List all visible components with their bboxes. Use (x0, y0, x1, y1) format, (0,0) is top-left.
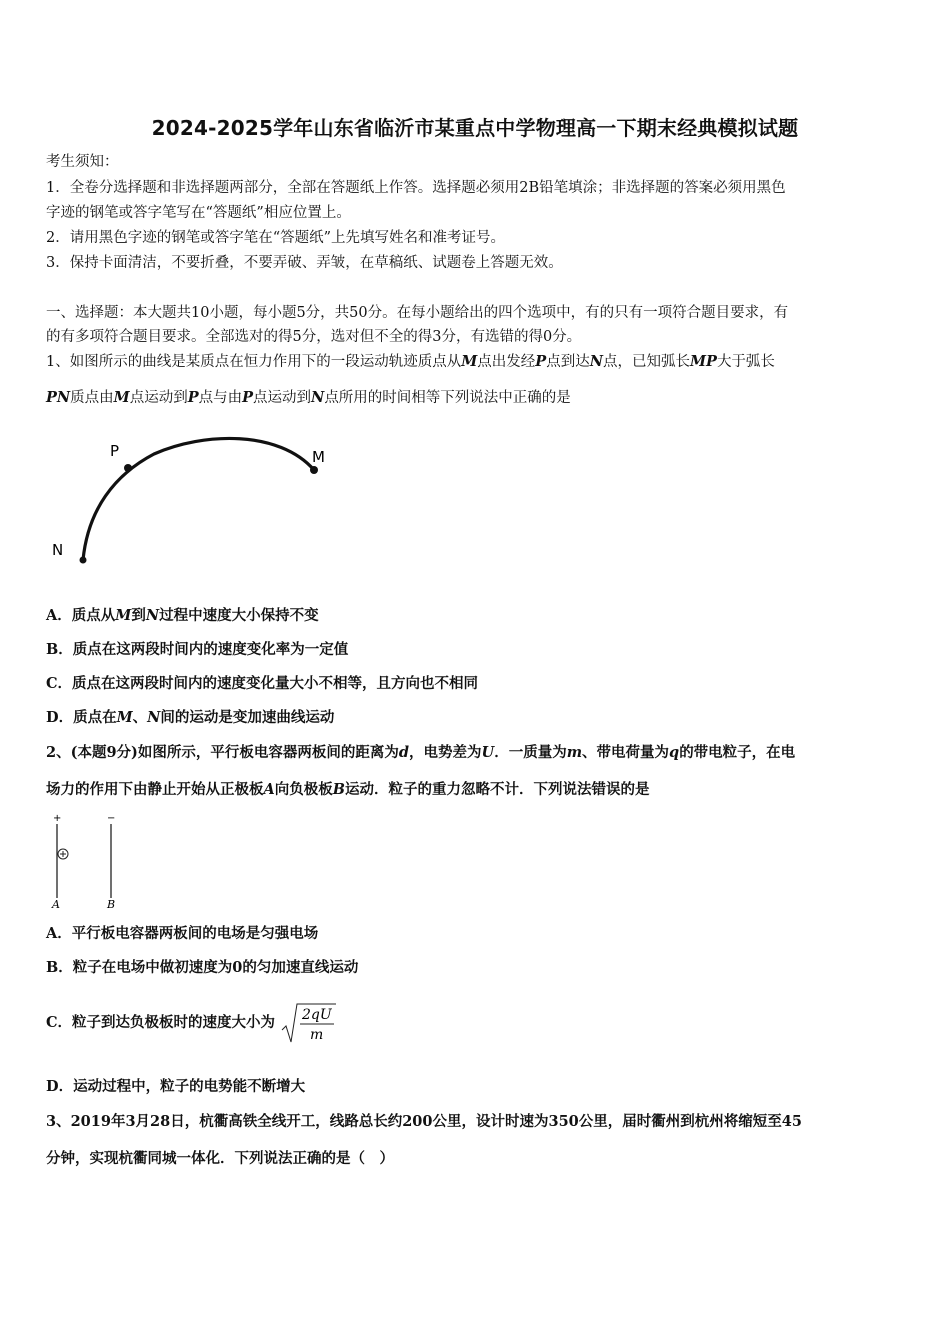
q2-option-c[interactable]: C．粒子到达负极板时的速度大小为 2qU m (46, 1000, 908, 1046)
q2-option-a[interactable]: A．平行板电容器两板间的电场是匀强电场 (46, 925, 319, 942)
point-m-dot (310, 466, 318, 474)
notice-heading: 考生须知： (46, 154, 119, 170)
page-title: 2024-2025学年山东省临沂市某重点中学物理高一下期末经典模拟试题 (151, 116, 799, 140)
q1-option-d[interactable]: D．质点在M、N间的运动是变加速曲线运动 (46, 709, 335, 726)
label-p: P (110, 442, 120, 460)
q1-option-c[interactable]: C．质点在这两段时间内的速度变化量大小不相等，且方向也不相同 (46, 675, 479, 692)
q1-option-a[interactable]: A．质点从M到N过程中速度大小保持不变 (46, 607, 319, 624)
q1-option-b[interactable]: B．质点在这两段时间内的速度变化率为一定值 (46, 641, 349, 658)
capacitor-figure (44, 810, 144, 915)
sqrt-denominator: m (310, 1027, 324, 1043)
question-2-stem: 2、(本题9分)如图所示，平行板电容器两板间的距离为d，电势差为U．一质量为m、带电荷量为q的带电粒子，在电 (46, 744, 796, 761)
notice-item: 3．保持卡面清洁，不要折叠，不要弄破、弄皱，在草稿纸、试题卷上答题无效。 (46, 255, 563, 271)
question-2-stem-cont: 场力的作用下由静止开始从正极板A向负极板B运动．粒子的重力忽略不计．下列说法错误的是 (46, 781, 650, 798)
sqrt-numerator: 2qU (302, 1007, 332, 1023)
q2-option-b[interactable]: B．粒子在电场中做初速度为0的匀加速直线运动 (46, 959, 359, 976)
notice-item: 2．请用黑色字迹的钢笔或答字笔在“答题纸”上先填写姓名和准考证号。 (46, 230, 506, 246)
point-n-dot (80, 557, 87, 564)
question-3-stem-cont: 分钟，实现杭衢同城一体化．下列说法正确的是（ ） (46, 1150, 394, 1167)
plus-sign: + (53, 813, 62, 824)
point-p-dot (124, 464, 132, 472)
question-3-stem: 3、2019年3月28日，杭衢高铁全线开工，线路总长约200公里，设计时速为350公里，届时衢州到杭州将缩短至45 (46, 1113, 802, 1130)
section-heading-cont: 的有多项符合题目要求。全部选对的得5分，选对但不全的得3分，有选错的得0分。 (46, 329, 582, 345)
sqrt-formula (280, 1000, 338, 1046)
minus-sign: − (107, 813, 116, 824)
section-heading: 一、选择题：本大题共10小题，每小题5分，共50分。在每小题给出的四个选项中，有的只有一项符合题目要求，有 (46, 305, 789, 321)
notice-item: 1．全卷分选择题和非选择题两部分，全部在答题纸上作答。选择题必须用2B铅笔填涂；非选择题的答案必须用黑色 (46, 180, 786, 196)
label-m: M (312, 448, 325, 466)
q2-option-d[interactable]: D．运动过程中，粒子的电势能不断增大 (46, 1078, 306, 1095)
notice-item: 字迹的钢笔或答字笔写在“答题纸”相应位置上。 (46, 205, 351, 221)
question-1-stem-cont: PN质点由M点运动到P点与由P点运动到N点所用的时间相等下列说法中正确的是 (46, 389, 571, 406)
plate-b-label: B (107, 898, 116, 911)
plate-a-label: A (52, 898, 60, 911)
question-1-stem: 1、如图所示的曲线是某质点在恒力作用下的一段运动轨迹质点从M点出发经P点到达N点，已知弧长MP大于弧长 (46, 353, 775, 370)
label-n: N (52, 541, 64, 559)
trajectory-figure (44, 420, 344, 580)
